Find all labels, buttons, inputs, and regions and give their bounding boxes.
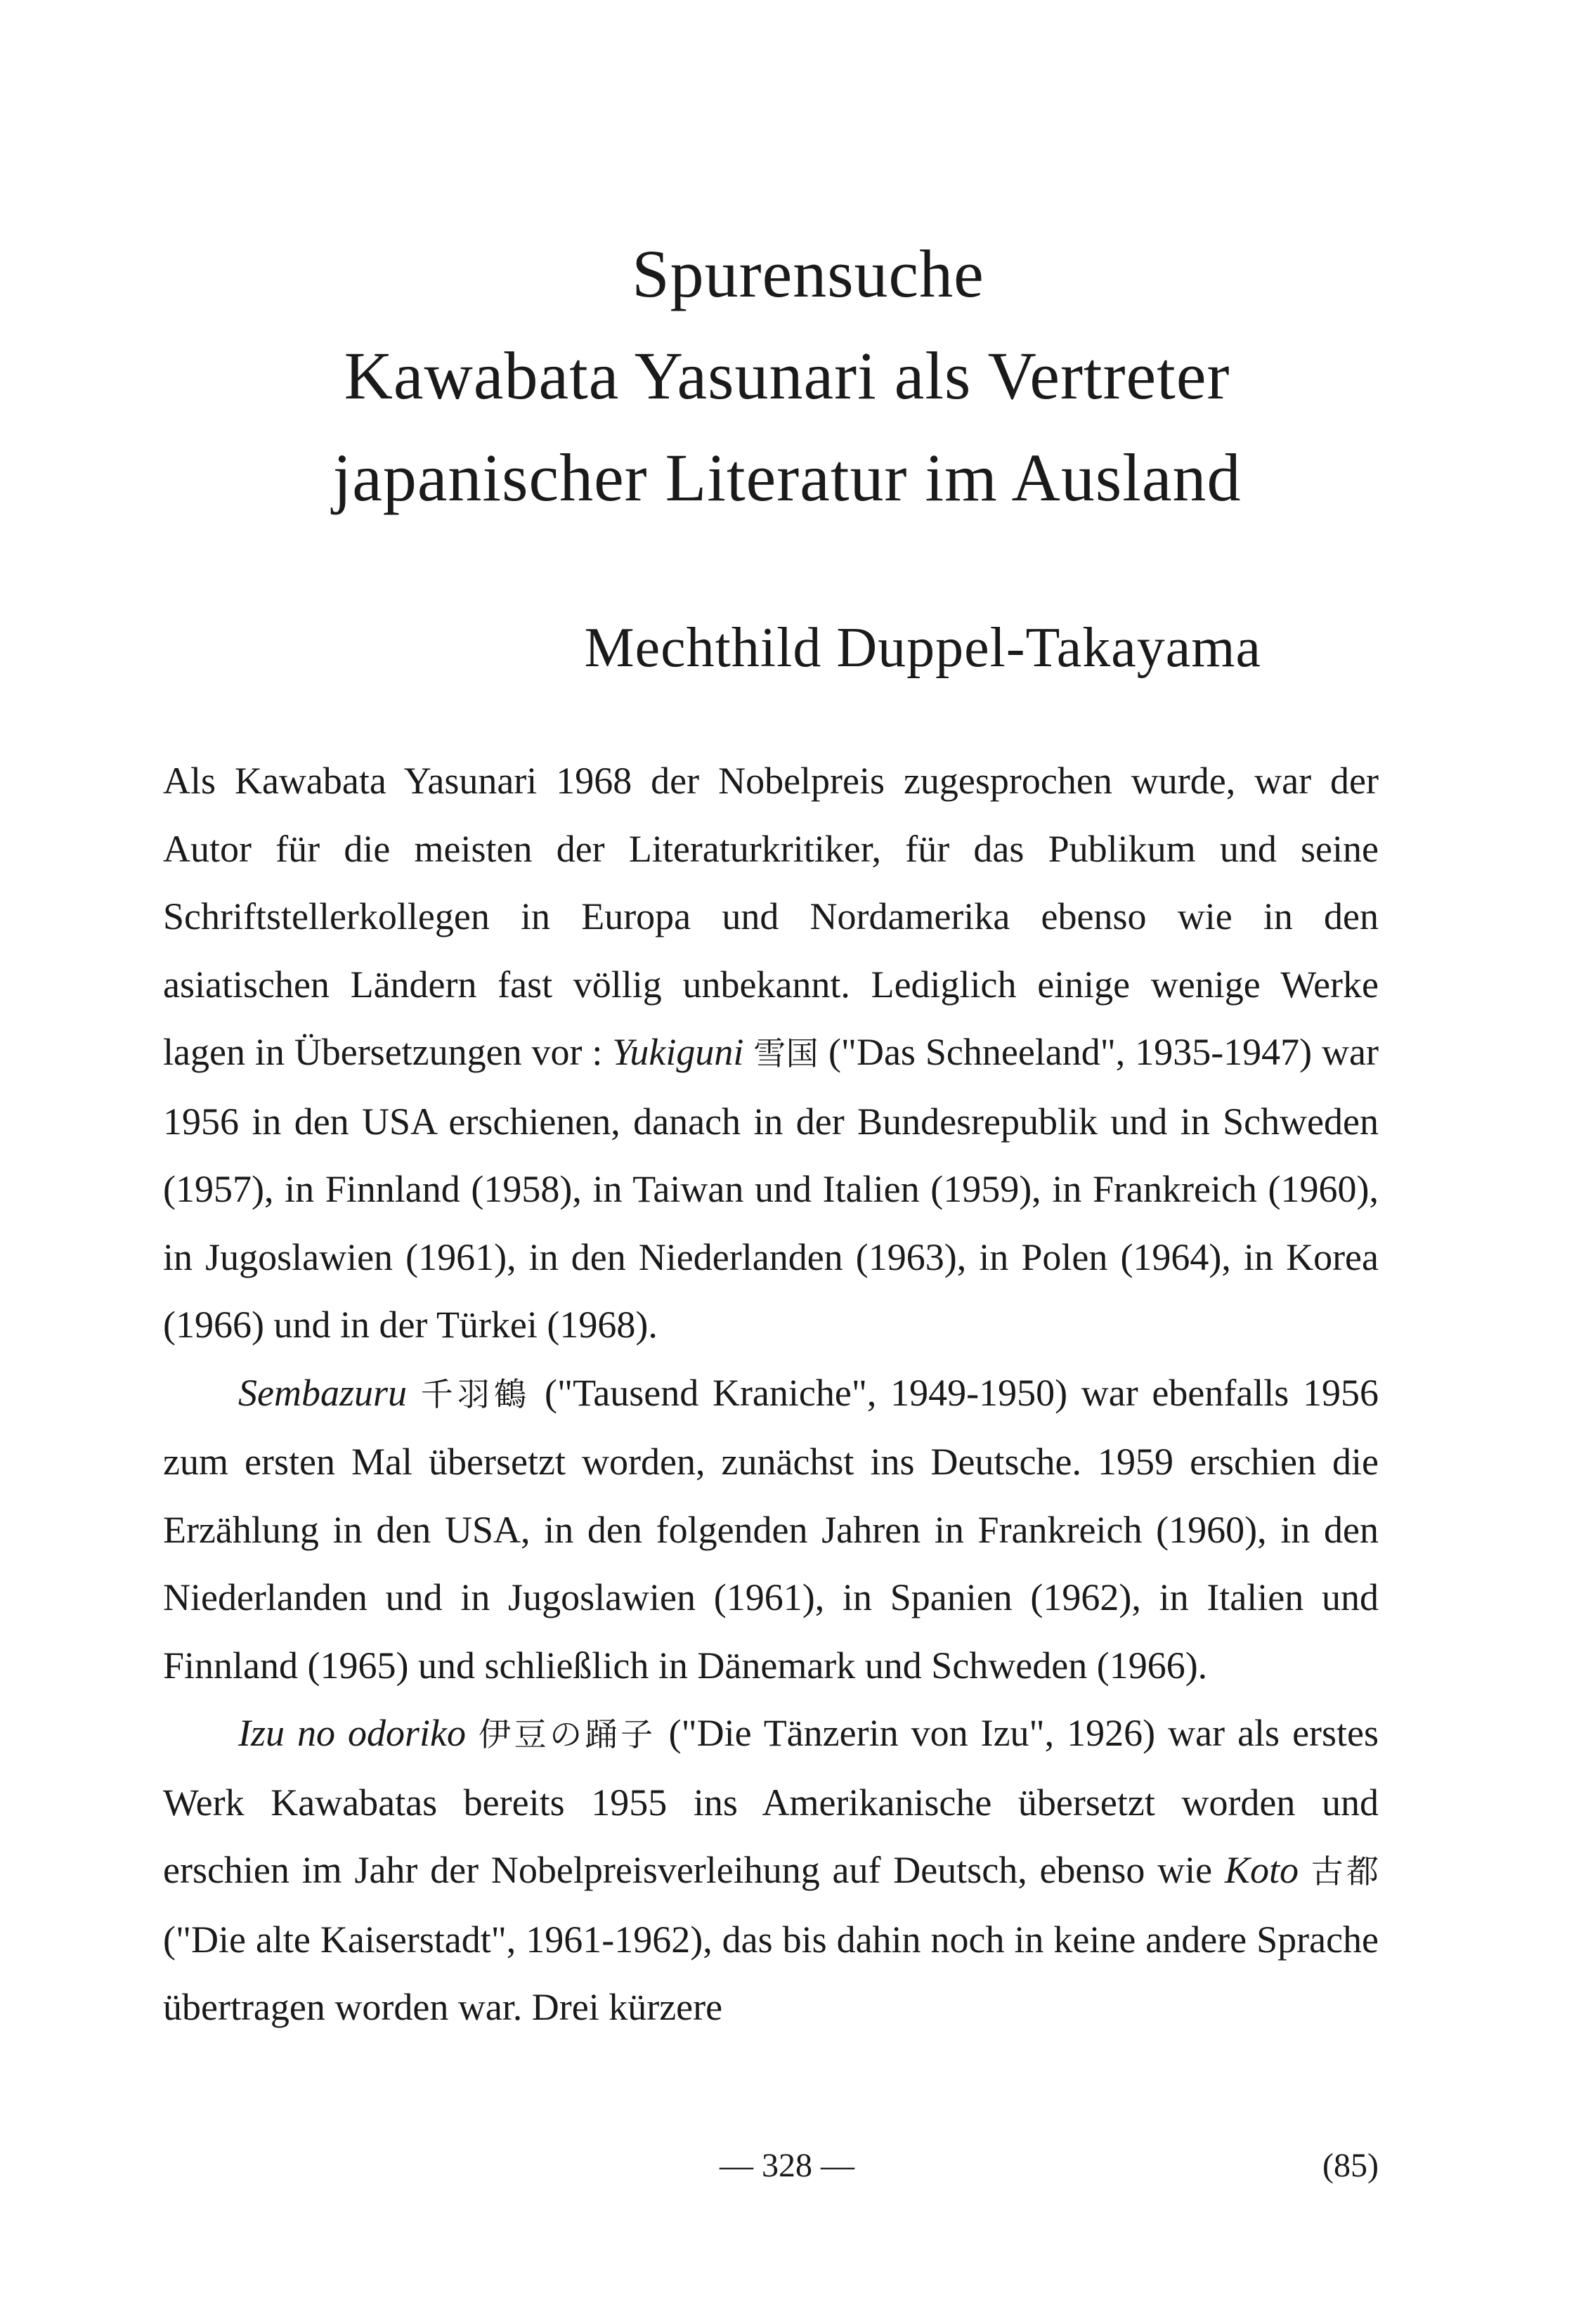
work-kanji-yukiguni: 雪国	[753, 1034, 819, 1072]
page-number: — 328 —	[720, 2147, 854, 2184]
work-kanji-sembazuru: 千羽鶴	[420, 1375, 531, 1413]
work-kanji-izu-no-odoriko: 伊豆の踊子	[479, 1715, 656, 1753]
title-line-3: japanischer Literatur im Ausland	[332, 440, 1242, 515]
paragraph-2	[163, 1359, 1379, 1700]
paragraph-1	[163, 747, 1379, 1359]
paragraph-3-text-b: ("Die alte Kaiserstadt", 1961-1962), das bis dahin noch in keine andere Sprache übertragen worden war. Drei kürzere	[163, 1918, 1379, 2028]
paragraph-1-text-b: ("Das Schneeland", 1935-1947) war 1956 in den USA erschienen, danach in der Bundesrepublik und in Schweden (1957), in Finnland (1958), in Taiwan und Italien (1959), in Frankreich (1960), in Jugoslawien (1961), in den Niederlanden (1963), in Polen (1964), in Korea (1966) und in der Türkei (1968).	[163, 1031, 1379, 1346]
paragraph-1-text-a: Als Kawabata Yasunari 1968 der Nobelpreis zugesprochen wurde, war der Autor für die meisten der Literaturkritiker, für das Publikum und seine Schriftstellerkollegen in Europa und Nordamerika ebenso wie in den asiatischen Ländern fast völlig unbekannt. Lediglich einige wenige Werke lagen in Übersetzungen vor :	[163, 760, 1379, 1073]
original-page-number: (85)	[1322, 2147, 1379, 2184]
title-line-1: Spurensuche	[632, 236, 984, 311]
work-kanji-koto: 古都	[1310, 1852, 1379, 1890]
paragraph-2-text: ("Tausend Kraniche", 1949-1950) war ebenfalls 1956 zum ersten Mal übersetzt worden, zunächst ins Deutsche. 1959 erschien die Erzählung in den USA, in den folgenden Jahren in Frankreich (1960), in den Niederlanden und in Jugoslawien (1961), in Spanien (1962), in Italien und Finnland (1965) und schließlich in Dänemark und Schweden (1966).	[163, 1371, 1379, 1687]
body-text	[163, 747, 1379, 2041]
paragraph-3	[163, 1699, 1379, 2041]
author-name: Mechthild Duppel-Takayama	[584, 617, 1261, 679]
paragraph-3-text-a: ("Die Tänzerin von Izu", 1926) war als erstes Werk Kawabatas bereits 1955 ins Amerikanische übersetzt worden und erschien im Jahr der Nobelpreisverleihung auf Deutsch, ebenso wie	[163, 1712, 1379, 1891]
work-title-izu-no-odoriko: Izu no odoriko	[238, 1712, 467, 1754]
work-title-koto: Koto	[1224, 1849, 1299, 1891]
work-title-sembazuru: Sembazuru	[238, 1371, 407, 1414]
title-line-2: Kawabata Yasunari als Vertreter	[344, 338, 1230, 413]
work-title-yukiguni: Yukiguni	[612, 1031, 744, 1073]
